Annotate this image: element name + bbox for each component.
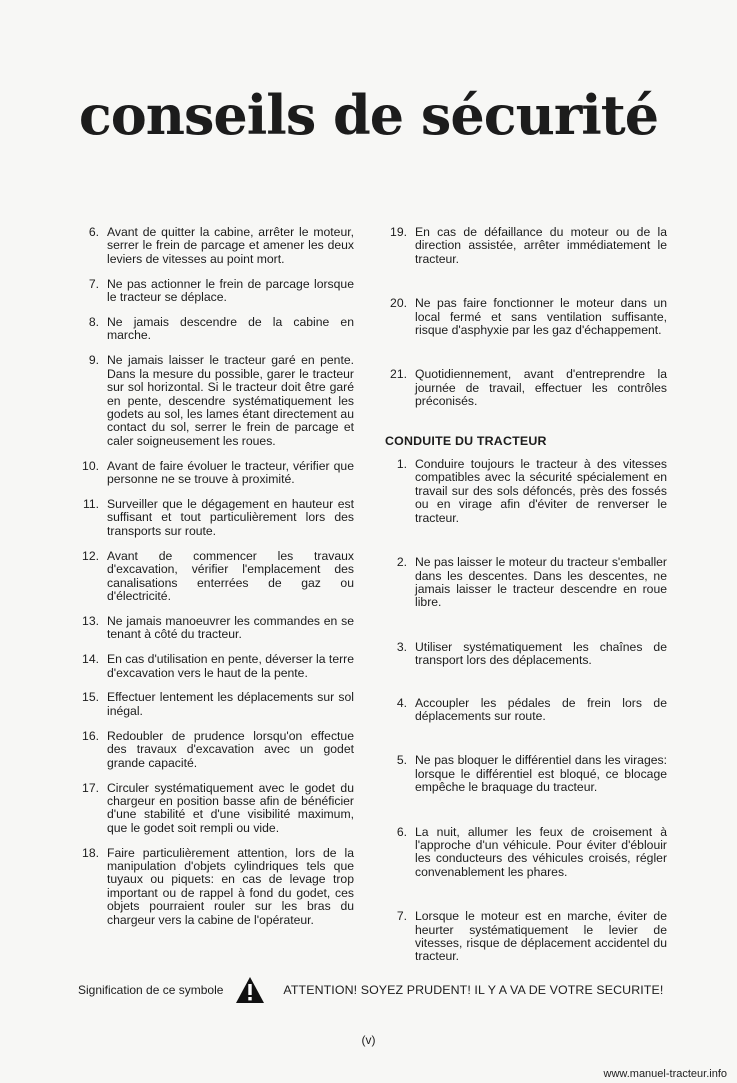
- list-item: [72, 498, 354, 538]
- item-number: 3.: [396, 639, 407, 654]
- section-heading: CONDUITE DU TRACTEUR: [385, 433, 547, 448]
- item-text: Ne jamais descendre de la cabine en marche.: [107, 315, 354, 343]
- item-number: 7.: [88, 276, 99, 291]
- item-number: 20.: [390, 296, 407, 311]
- list-item: [381, 556, 667, 610]
- footer-warning: [78, 972, 678, 1008]
- right-column: [381, 226, 667, 964]
- list-item: [381, 697, 667, 724]
- item-number: 13.: [82, 613, 99, 628]
- list-item: [72, 847, 354, 927]
- list-item: [381, 754, 667, 794]
- list-item: [72, 316, 354, 343]
- page-number: (v): [361, 1033, 376, 1047]
- item-text: Circuler systématiquement avec le godet du chargeur en position basse afin de bénéficier d'une stabilité et d'une visibilité maximum, que le godet soit rempli ou vide.: [107, 780, 354, 835]
- driving-items-list: [381, 458, 667, 964]
- list-item: [72, 226, 354, 266]
- item-text: Ne pas bloquer le différentiel dans les virages: lorsque le différentiel est bloqué, ce blocage empêche le braquage du tracteur.: [415, 753, 667, 795]
- list-item: [381, 910, 667, 964]
- item-number: 21.: [390, 367, 407, 382]
- list-item: [72, 615, 354, 642]
- item-number: 14.: [82, 652, 99, 667]
- item-text: La nuit, allumer les feux de croisement à l'approche d'un véhicule. Pour éviter d'éblouir les conducteurs des véhicules croisés, régler convenablement les phares.: [415, 824, 667, 879]
- list-item: [381, 826, 667, 880]
- item-number: 15.: [82, 690, 99, 705]
- item-text: Utiliser systématiquement les chaînes de transport lors des déplacements.: [415, 639, 667, 668]
- item-text: Ne jamais laisser le tracteur garé en pente. Dans la mesure du possible, garer le tracteur sur sol horizontal. Si le tracteur doit être garé en pente, descendre systématiquement les godets au sol, les lames étant directement au contact du sol, serrer le frein de parcage et caler soigneusement les roues.: [107, 353, 354, 448]
- item-text: Quotidiennement, avant d'entreprendre la journée de travail, effectuer les contrôles préconisés.: [415, 367, 667, 409]
- list-item: [72, 730, 354, 770]
- list-item: [381, 297, 667, 337]
- list-item: [72, 354, 354, 448]
- item-number: 7.: [396, 909, 407, 924]
- warning-message: ATTENTION! SOYEZ PRUDENT! IL Y A VA DE VOTRE SECURITE!: [283, 983, 664, 997]
- item-text: En cas de défaillance du moteur ou de la direction assistée, arrêter immédiatement le tracteur.: [415, 225, 667, 266]
- item-text: Redoubler de prudence lorsqu'on effectue des travaux d'excavation avec un godet grande capacité.: [107, 728, 354, 770]
- item-number: 19.: [390, 225, 407, 239]
- item-text: Ne pas faire fonctionner le moteur dans un local fermé et sans ventilation suffisante, risque d'asphyxie par les gaz d'échappement.: [415, 296, 667, 338]
- item-number: 18.: [82, 845, 99, 860]
- list-item: [72, 653, 354, 680]
- item-number: 6.: [396, 824, 407, 839]
- list-item: [381, 226, 667, 266]
- item-text: Surveiller que le dégagement en hauteur est suffisant et tout particulièrement lors des transports sur route.: [107, 497, 354, 538]
- item-text: Accoupler les pédales de frein lors de déplacements sur route.: [415, 695, 667, 723]
- symbol-label: Signification de ce symbole: [78, 983, 224, 997]
- list-item: [381, 641, 667, 668]
- item-text: Ne pas laisser le moteur du tracteur s'emballer dans les descentes. Dans les descentes, ne jamais laisser le tracteur descendre en roue libre.: [415, 555, 667, 610]
- item-number: 11.: [82, 497, 99, 511]
- list-item: [72, 460, 354, 487]
- item-number: 9.: [88, 353, 99, 368]
- item-text: Ne pas actionner le frein de parcage lorsque le tracteur se déplace.: [107, 276, 354, 305]
- item-number: 6.: [88, 225, 99, 239]
- item-text: Effectuer lentement les déplacements sur sol inégal.: [107, 690, 354, 718]
- item-number: 5.: [396, 753, 407, 768]
- item-number: 10.: [82, 458, 99, 473]
- item-text: Lorsque le moteur est en marche, éviter de heurter systématiquement le levier de vitesses, risque de déplacement accidentel du tracteur.: [415, 909, 667, 964]
- list-item: [72, 278, 354, 305]
- right-items-list: [381, 226, 667, 409]
- list-item: [72, 550, 354, 604]
- item-number: 1.: [396, 457, 407, 472]
- warning-triangle-icon: [235, 976, 265, 1004]
- item-text: Avant de quitter la cabine, arrêter le moteur, serrer le frein de parcage et amener les deux leviers de vitesses au point mort.: [107, 225, 354, 266]
- item-text: Faire particulièrement attention, lors de la manipulation d'objets cylindriques tels que tuyaux ou piquets: en cas de levage trop important ou de rappel à fond du godet, ces objets pourraient rouler sur les bras du chargeur vers la cabine de l'opérateur.: [107, 845, 354, 927]
- item-text: Conduire toujours le tracteur à des vitesses compatibles avec la sécurité spécialement en travail sur des sols défoncés, près des fossés ou en virage afin d'éviter de renverser le tracteur.: [415, 457, 667, 525]
- item-number: 17.: [82, 780, 99, 795]
- item-number: 4.: [396, 695, 407, 710]
- list-item: [72, 691, 354, 718]
- item-number: 16.: [82, 728, 99, 743]
- item-text: Avant de faire évoluer le tracteur, vérifier que personne ne se trouve à proximité.: [107, 458, 354, 487]
- left-column: [72, 226, 354, 939]
- list-item: [381, 458, 667, 525]
- list-item: [381, 368, 667, 408]
- item-number: 8.: [88, 315, 99, 330]
- watermark: www.manuel-tracteur.info: [603, 1068, 727, 1080]
- page-title: conseils de sécurité: [78, 83, 659, 147]
- item-number: 12.: [82, 548, 99, 563]
- item-text: En cas d'utilisation en pente, déverser la terre d'excavation vers le haut de la pente.: [107, 652, 354, 680]
- item-text: Ne jamais manoeuvrer les commandes en se tenant à côté du tracteur.: [107, 613, 354, 642]
- item-number: 2.: [396, 555, 407, 570]
- list-item: [72, 782, 354, 836]
- item-text: Avant de commencer les travaux d'excavation, vérifier l'emplacement des canalisations enterrées de gaz ou d'électricité.: [107, 548, 354, 603]
